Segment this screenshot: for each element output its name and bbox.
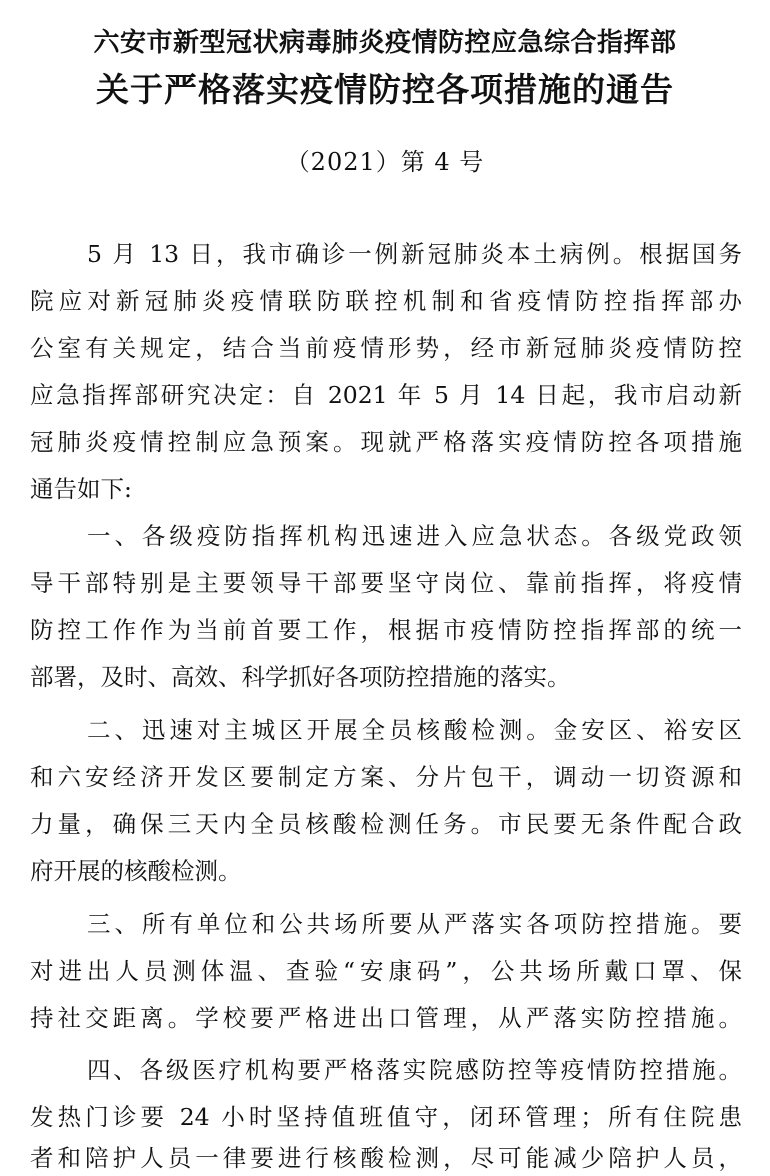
item-4-line-3: 者和陪护人员一律要进行核酸检测，尽可能减少陪护人员， xyxy=(30,1144,742,1172)
item-1-line-4: 部署，及时、高效、科学抓好各项防控措施的落实。 xyxy=(30,663,571,691)
item-4-line-1: 四、各级医疗机构要严格落实院感防控等疫情防控措施。 xyxy=(87,1056,742,1084)
item-1-line-1: 一、各级疫防指挥机构迅速进入应急状态。各级党政领 xyxy=(87,522,742,550)
item-2-line-4: 府开展的核酸检测。 xyxy=(30,857,242,885)
item-1-line-2: 导干部特别是主要领导干部要坚守岗位、靠前指挥，将疫情 xyxy=(30,569,742,597)
body-line-1: 5 月 13 日，我市确诊一例新冠肺炎本土病例。根据国务 xyxy=(87,240,742,268)
issuer-heading: 六安市新型冠状病毒肺炎疫情防控应急综合指挥部 xyxy=(93,28,677,58)
body-line-2: 院应对新冠肺炎疫情联防联控机制和省疫情防控指挥部办 xyxy=(30,287,742,315)
body-line-3: 公室有关规定，结合当前疫情形势，经市新冠肺炎疫情防控 xyxy=(30,334,742,362)
item-3-line-2: 对进出人员测体温、查验“安康码”，公共场所戴口罩、保 xyxy=(30,957,742,985)
body-line-4: 应急指挥部研究决定：自 2021 年 5 月 14 日起，我市启动新 xyxy=(30,381,742,409)
document-title: 关于严格落实疫情防控各项措施的通告 xyxy=(96,70,674,109)
body-line-5: 冠肺炎疫情控制应急预案。现就严格落实疫情防控各项措施 xyxy=(30,428,742,456)
item-3-line-1: 三、所有单位和公共场所要从严落实各项防控措施。要 xyxy=(87,910,742,938)
item-2-line-1: 二、迅速对主城区开展全员核酸检测。金安区、裕安区 xyxy=(87,716,742,744)
item-2-line-3: 力量，确保三天内全员核酸检测任务。市民要无条件配合政 xyxy=(30,810,742,838)
item-3-line-3: 持社交距离。学校要严格进出口管理，从严落实防控措施。 xyxy=(30,1004,742,1032)
document-number: （2021）第 4 号 xyxy=(285,148,485,176)
body-line-6: 通告如下: xyxy=(30,475,132,503)
item-4-line-2: 发热门诊要 24 小时坚持值班值守，闭环管理；所有住院患 xyxy=(30,1103,742,1131)
item-1-line-3: 防控工作作为当前首要工作，根据市疫情防控指挥部的统一 xyxy=(30,616,742,644)
item-2-line-2: 和六安经济开发区要制定方案、分片包干，调动一切资源和 xyxy=(30,763,742,791)
